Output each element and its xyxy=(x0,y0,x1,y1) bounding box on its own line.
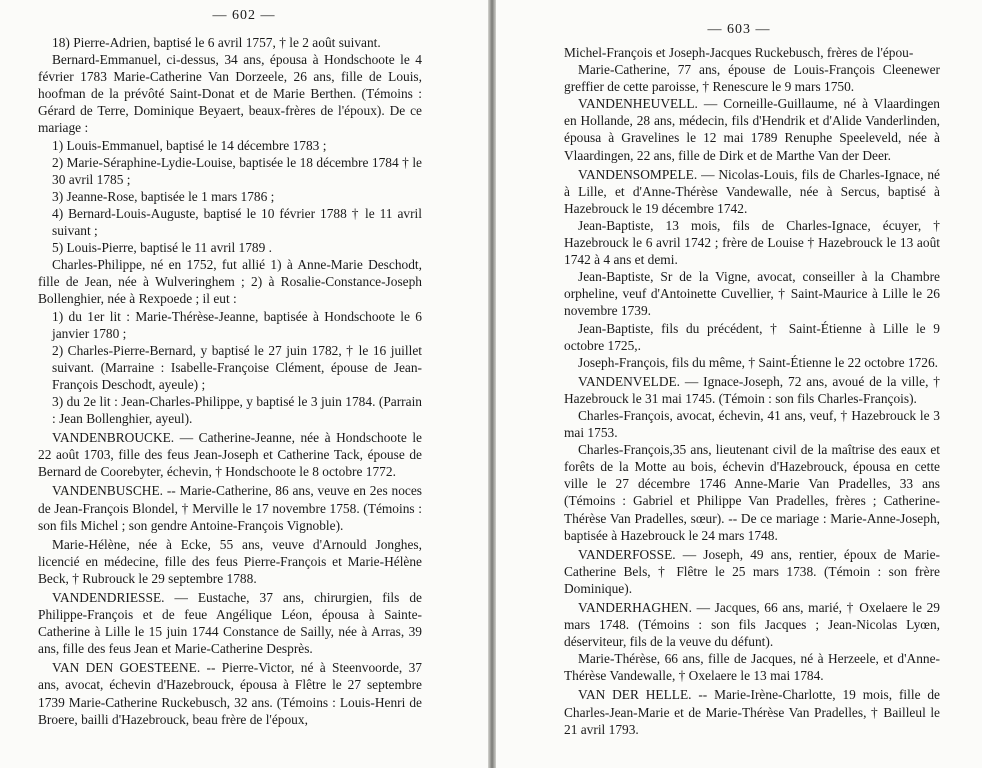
paragraph: Charles-Philippe, né en 1752, fut allié 1) à Anne-Marie Deschodt, fille de Jean, née à Wulveringhem ; 2) à Rosalie-Constance-Joseph Bollenghier, née à Rexpoede ; il eut : xyxy=(38,257,422,307)
entry: VANDERFOSSE. — Joseph, 49 ans, rentier, époux de Marie-Catherine Bels, † Flêtre le 25 mars 1738. (Témoin : son frère Dominique). xyxy=(564,546,940,596)
paragraph: Marie-Thérèse, 66 ans, fille de Jacques, né à Herzeele, et d'Anne-Thérèse Vandewalle, † Oxelaere le 13 mai 1784. xyxy=(564,651,940,684)
page-number-right: — 603 — xyxy=(707,22,771,37)
left-page xyxy=(0,0,488,768)
entry: VANDENHEUVELL. — Corneille-Guillaume, né à Vlaardingen en Hollande, 28 ans, médecin, fils d'Hendrik et d'Alide Vanderlinden, épousa à Gravelines le 12 mai 1789 Renuphe Speeleveld, née à Vlaardingen, 22 ans, fille de Dirk et de Marthe Van der Deer. xyxy=(564,96,940,163)
paragraph: Jean-Baptiste, Sr de la Vigne, avocat, conseiller à la Chambre orpheline, veuf d'Antoinette Cuvellier, † Saint-Maurice à Lille le 26 novembre 1739. xyxy=(564,269,940,319)
entry: VAN DEN GOESTEENE. -- Pierre-Victor, né à Steenvoorde, 37 ans, avocat, échevin d'Hazebrouck, épousa à Flêtre le 27 septembre 1739 Marie-Catherine Ruckebusch, 32 ans. (Témoins : Louis-Henri de Broere, bailli d'Hazebrouck, beau frère de l'époux, xyxy=(38,660,422,727)
left-page-text xyxy=(38,34,422,728)
list-item: 3) Jeanne-Rose, baptisée le 1 mars 1786 ; xyxy=(52,188,275,204)
paragraph: Charles-François, avocat, échevin, 41 ans, veuf, † Hazebrouck le 3 mai 1753. xyxy=(564,407,940,441)
paragraph: Charles-François,35 ans, lieutenant civil de la maîtrise des eaux et forêts de la Motte au bois, échevin d'Hazebrouck, épousa en cette ville le 27 décembre 1746 Anne-Marie Van Pradelles, 33 ans (Témoins : Gabriel et Philippe Van Pradelles, frères ; Catherine-Thérèse Van Pradelles, sœur). -- De ce mariage : Marie-Anne-Joseph, baptisée à Hazebrouck le 24 mars 1748. xyxy=(564,442,940,543)
list-item: 2) Charles-Pierre-Bernard, y baptisé le 27 juin 1782, † le 16 juillet suivant. (Marraine : Isabelle-Françoise Clément, épouse de Jean-François Deschodt, ayeule) ; xyxy=(52,342,422,392)
right-page xyxy=(496,0,982,768)
list-item: 1) Louis-Emmanuel, baptisé le 14 décembre 1783 ; xyxy=(52,137,327,153)
list-item: 4) Bernard-Louis-Auguste, baptisé le 10 février 1788 † le 11 avril suivant ; xyxy=(52,205,422,239)
list-item: 3) du 2e lit : Jean-Charles-Philippe, y baptisé le 3 juin 1784. (Parrain : Jean Bollenghier, ayeul). xyxy=(52,393,422,427)
right-page-text xyxy=(564,44,940,738)
paragraph: Jean-Baptiste, 13 mois, fils de Charles-Ignace, écuyer, † Hazebrouck le 6 avril 1742 ; frère de Louise † Hazebrouck le 13 août 1742 à 4 ans et demi. xyxy=(564,217,940,268)
paragraph: Michel-François et Joseph-Jacques Ruckebusch, frères de l'épou- xyxy=(564,45,914,60)
paragraph: Joseph-François, fils du même, † Saint-Étienne le 22 octobre 1726. xyxy=(578,354,938,370)
entry: VANDENBUSCHE. -- Marie-Catherine, 86 ans, veuve en 2es noces de Jean-François Blondel, † Merville le 17 novembre 1758. (Témoins : son fils Michel ; son gendre Antoine-François Vignoble). xyxy=(38,483,422,533)
page-number-left: — 602 — xyxy=(212,8,276,23)
list-item: 1) du 1er lit : Marie-Thérèse-Jeanne, baptisée à Hondschoote le 6 janvier 1780 ; xyxy=(52,308,422,341)
list-item: 2) Marie-Séraphine-Lydie-Louise, baptisée le 18 décembre 1784 † le 30 avril 1785 ; xyxy=(52,154,422,187)
entry: VANDENVELDE. — Ignace-Joseph, 72 ans, avoué de la ville, † Hazebrouck le 31 mai 1745. (Témoin : son fils Charles-François). xyxy=(564,373,940,406)
paragraph: Marie-Hélène, née à Ecke, 55 ans, veuve d'Arnould Jonghes, licencié en médecine, fille des feus Pierre-François et Marie-Hélène Beck, † Rubrouck le 29 septembre 1788. xyxy=(38,536,422,586)
paragraph: 18) Pierre-Adrien, baptisé le 6 avril 1757, † le 2 août suivant. xyxy=(52,35,381,50)
entry: VANDENSOMPELE. — Nicolas-Louis, fils de Charles-Ignace, né à Lille, et d'Anne-Thérèse Vandewalle, née à Sercus, baptisé à Hazebrouck le 19 décembre 1742. xyxy=(564,166,940,216)
entry: VAN DER HELLE. -- Marie-Irène-Charlotte, 19 mois, fille de Charles-Jean-Marie et de Marie-Thérèse Van Pradelles, † Bailleul le 21 avril 1793. xyxy=(564,687,940,737)
entry: VANDERHAGHEN. — Jacques, 66 ans, marié, † Oxelaere le 29 mars 1748. (Témoins : son fils Jacques ; Jean-Nicolas Lyœn, déserviteur, fils de la veuve du défunt). xyxy=(564,600,940,650)
list-item: 5) Louis-Pierre, baptisé le 11 avril 1789 . xyxy=(52,240,273,256)
entry: VANDENBROUCKE. — Catherine-Jeanne, née à Hondschoote le 22 août 1703, fille des feus Jean-Joseph et Catherine Tack, épouse de Bernard de Coorebyter, échevin, † Hondschoote le 8 octobre 1772. xyxy=(38,430,422,480)
paragraph: Bernard-Emmanuel, ci-dessus, 34 ans, épousa à Hondschoote le 4 février 1783 Marie-Catherine Van Dorzeele, 26 ans, fille de Louis, hoofman de la prévôté Saint-Donat et de Marie Berthen. (Témoins : Gérard de Terre, Dominique Beyaert, beaux-frères de l'époux). De ce mariage : xyxy=(38,52,422,136)
book-gutter xyxy=(488,0,496,768)
paragraph: Jean-Baptiste, fils du précédent, † Saint-Étienne à Lille le 9 octobre 1725,. xyxy=(564,320,940,353)
entry: VANDENDRIESSE. — Eustache, 37 ans, chirurgien, fils de Philippe-François et de feue Angélique Léon, épousa à Sainte-Catherine à Lille le 15 juin 1744 Constance de Sailly, née à Arras, 39 ans, fille des feus Jean et Marie-Catherine Desprès. xyxy=(38,590,422,657)
paragraph: Marie-Catherine, 77 ans, épouse de Louis-François Cleenewer greffier de cette paroisse, † Renescure le 9 mars 1750. xyxy=(564,62,940,95)
